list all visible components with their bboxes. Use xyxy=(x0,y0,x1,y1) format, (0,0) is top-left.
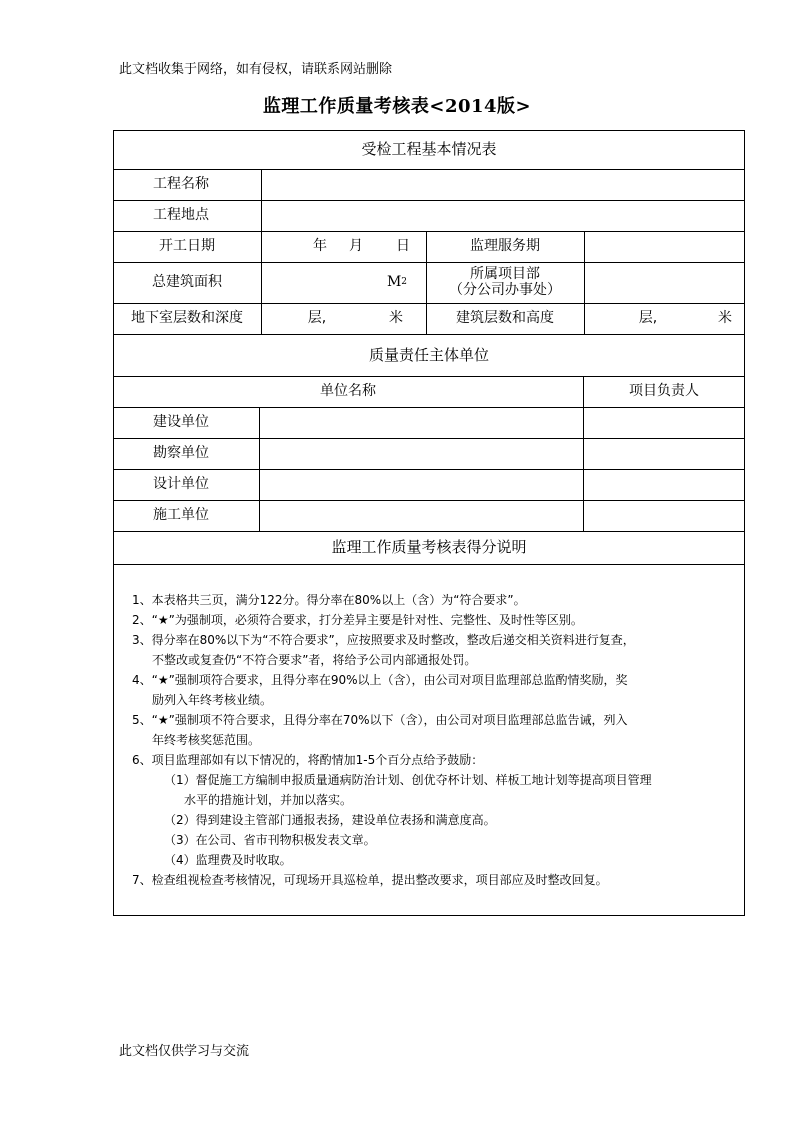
note-line: 励列入年终考核业绩。 xyxy=(152,693,273,707)
area-unit xyxy=(384,262,410,303)
row-label-design: 设计单位 xyxy=(153,475,209,492)
label-project-site: 工程地点 xyxy=(153,206,209,223)
note-line: 7、检查组视检查考核情况，可现场开具巡检单，提出整改要求，项目部应及时整改回复。 xyxy=(132,873,608,887)
start-date-day-unit: 日 xyxy=(396,237,410,254)
note-line: 年终考核奖惩范围。 xyxy=(152,733,261,747)
note-line: 水平的措施计划，并加以落实。 xyxy=(184,793,353,807)
note-line: （3）在公司、省市刊物积极发表文章。 xyxy=(164,833,376,847)
header-note: 此文档收集于网络，如有侵权，请联系网站删除 xyxy=(119,62,393,77)
label-basement: 地下室层数和深度 xyxy=(131,309,243,326)
row-label-survey: 勘察单位 xyxy=(153,444,209,461)
section-title-score-notes: 监理工作质量考核表得分说明 xyxy=(331,538,527,557)
table-rule xyxy=(261,169,262,334)
table-rule xyxy=(259,407,260,531)
note-line: 不整改或复查仍“不符合要求”者，将给予公司内部通报处罚。 xyxy=(152,653,477,667)
label-project-dept xyxy=(426,262,584,303)
start-date-year-unit: 年 xyxy=(313,237,327,254)
label-building-height: 建筑层数和高度 xyxy=(456,309,554,326)
table-rule xyxy=(113,564,745,565)
label-project-name: 工程名称 xyxy=(153,175,209,192)
basement-floor-unit: 层, xyxy=(307,309,327,326)
column-header-project-leader: 项目负责人 xyxy=(629,382,699,399)
building-floor-unit: 层, xyxy=(638,309,658,326)
score-notes xyxy=(132,590,732,890)
basement-meter-unit: 米 xyxy=(389,309,403,326)
label-project-dept-line2: （分公司办事处） xyxy=(449,281,561,298)
start-date-month-unit: 月 xyxy=(349,237,363,254)
label-start-date: 开工日期 xyxy=(159,237,215,254)
note-line: （4）监理费及时收取。 xyxy=(164,853,292,867)
note-line: 5、“★”强制项不符合要求，且得分率在70%以下（含），由公司对项目监理部总监告诫，列入 xyxy=(132,713,628,727)
column-header-unit-name: 单位名称 xyxy=(320,382,376,399)
document-title: 监理工作质量考核表<2014版> xyxy=(262,96,532,117)
label-project-dept-line1: 所属项目部 xyxy=(470,266,540,283)
building-meter-unit: 米 xyxy=(718,309,732,326)
note-line: 2、“★”为强制项，必须符合要求，打分差异主要是针对性、完整性、及时性等区别。 xyxy=(132,613,583,627)
note-line: 4、“★”强制项符合要求，且得分率在90%以上（含），由公司对项目监理部总监酌情奖励，奖 xyxy=(132,673,628,687)
note-line: （2）得到建设主管部门通报表扬，建设单位表扬和满意度高。 xyxy=(164,813,496,827)
note-line: 1、本表格共三页，满分122分。得分率在80%以上（含）为“符合要求”。 xyxy=(132,593,526,607)
label-total-area: 总建筑面积 xyxy=(152,273,222,290)
area-unit-superscript: 2 xyxy=(401,276,408,287)
row-label-construction: 施工单位 xyxy=(153,506,209,523)
note-line: （1）督促施工方编制申报质量通病防治计划、创优夺杯计划、样板工地计划等提高项目管理 xyxy=(164,773,652,787)
section-title-project-info: 受检工程基本情况表 xyxy=(361,140,497,159)
note-line: 6、项目监理部如有以下情况的，将酌情加1-5个百分点给予鼓励： xyxy=(132,753,484,767)
label-service-period: 监理服务期 xyxy=(470,237,540,254)
footer-note: 此文档仅供学习与交流 xyxy=(119,1044,250,1059)
table-rule xyxy=(584,231,585,334)
section-title-responsible-units: 质量责任主体单位 xyxy=(368,345,489,364)
note-line: 3、得分率在80%以下为“不符合要求”，应按照要求及时整改，整改后递交相关资料进行复查， xyxy=(132,633,635,647)
row-label-owner: 建设单位 xyxy=(153,413,209,430)
area-unit-letter: M xyxy=(386,273,402,290)
